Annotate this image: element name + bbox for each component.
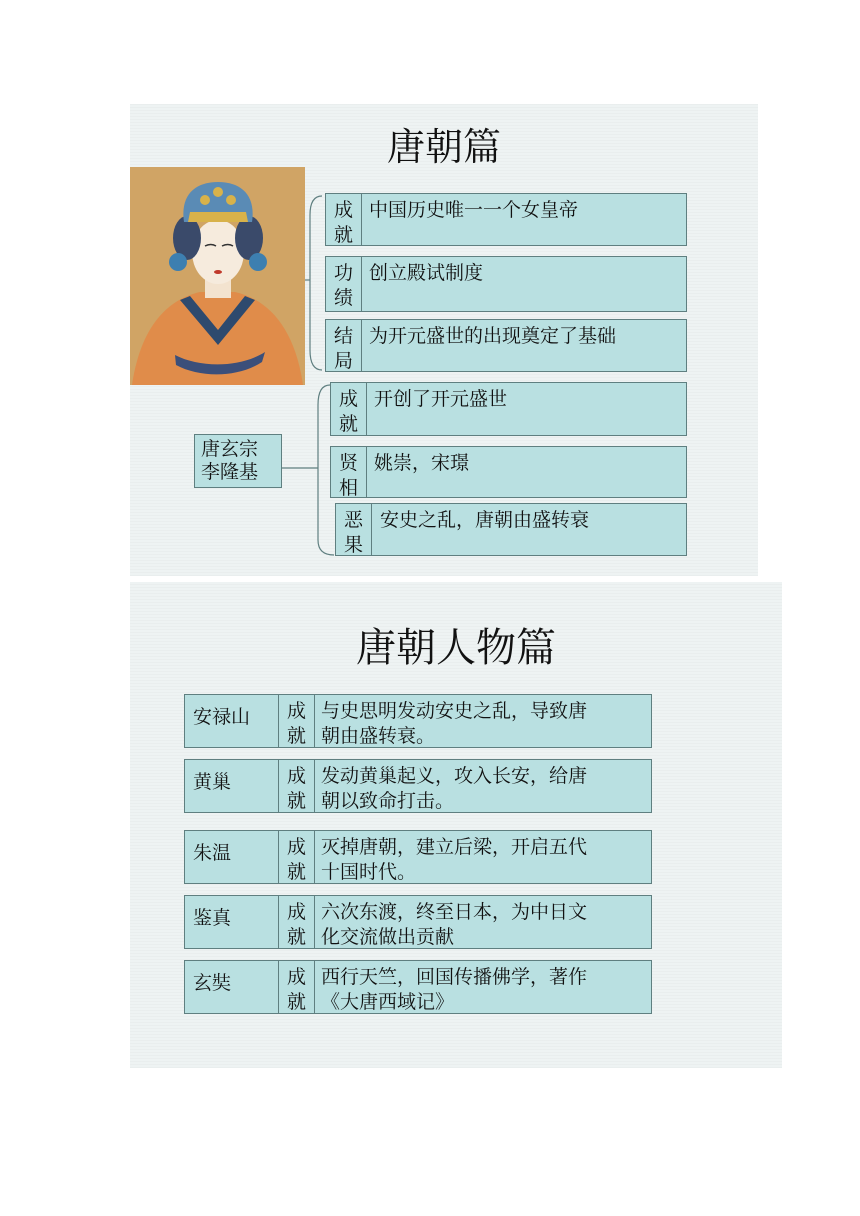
xuanzong-ministers-box: [330, 446, 687, 498]
figure-tag: 成 就: [279, 831, 315, 883]
figure-name: 朱温: [185, 831, 279, 883]
figure-row: [184, 694, 652, 748]
figure-name: 鉴真: [185, 896, 279, 948]
box-tag: 成 就: [331, 383, 367, 435]
figure-desc: 发动黄巢起义，攻入长安，给唐 朝以致命打击。: [321, 765, 588, 812]
xuanzong-consequence-box: [335, 503, 687, 556]
box-text: 创立殿试制度: [369, 262, 484, 284]
empress-outcome-box: [325, 319, 687, 372]
figure-row: [184, 759, 652, 813]
figure-desc: 与史思明发动安史之乱，导致唐 朝由盛转衰。: [321, 700, 588, 747]
name-line: 李隆基: [201, 461, 259, 483]
box-text: 开创了开元盛世: [374, 388, 508, 410]
box-tag: 结 局: [326, 320, 362, 371]
figure-row: [184, 830, 652, 884]
slide-title: 唐朝人物篇: [356, 625, 556, 671]
box-text: 安史之乱，唐朝由盛转衰: [380, 509, 590, 531]
figure-name: 玄奘: [185, 961, 279, 1013]
slide-title: 唐朝篇: [386, 125, 501, 169]
figure-desc: 灭掉唐朝，建立后梁，开启五代 十国时代。: [321, 836, 588, 883]
figure-tag: 成 就: [279, 896, 315, 948]
figure-name: 安禄山: [185, 695, 279, 747]
box-tag: 贤 相: [331, 447, 367, 497]
xuanzong-name-box: [194, 434, 282, 488]
figure-tag: 成 就: [279, 695, 315, 747]
box-text: 为开元盛世的出现奠定了基础: [369, 325, 617, 347]
figure-name: 黄巢: [185, 760, 279, 812]
box-tag: 成 就: [326, 194, 362, 245]
figure-desc: 六次东渡，终至日本，为中日文 化交流做出贡献: [321, 901, 588, 948]
figure-tag: 成 就: [279, 760, 315, 812]
figure-row: [184, 895, 652, 949]
figure-row: [184, 960, 652, 1014]
figure-tag: 成 就: [279, 961, 315, 1013]
box-text: 姚崇，宋璟: [374, 452, 470, 474]
empress-achievement-box: [325, 193, 687, 246]
figure-desc: 西行天竺，回国传播佛学，著作 《大唐西域记》: [321, 966, 588, 1013]
empress-merit-box: [325, 256, 687, 312]
box-tag: 恶 果: [336, 504, 372, 555]
box-text: 中国历史唯一一个女皇帝: [369, 199, 579, 221]
name-line: 唐玄宗: [201, 438, 259, 460]
xuanzong-achievement-box: [330, 382, 687, 436]
box-tag: 功 绩: [326, 257, 362, 311]
